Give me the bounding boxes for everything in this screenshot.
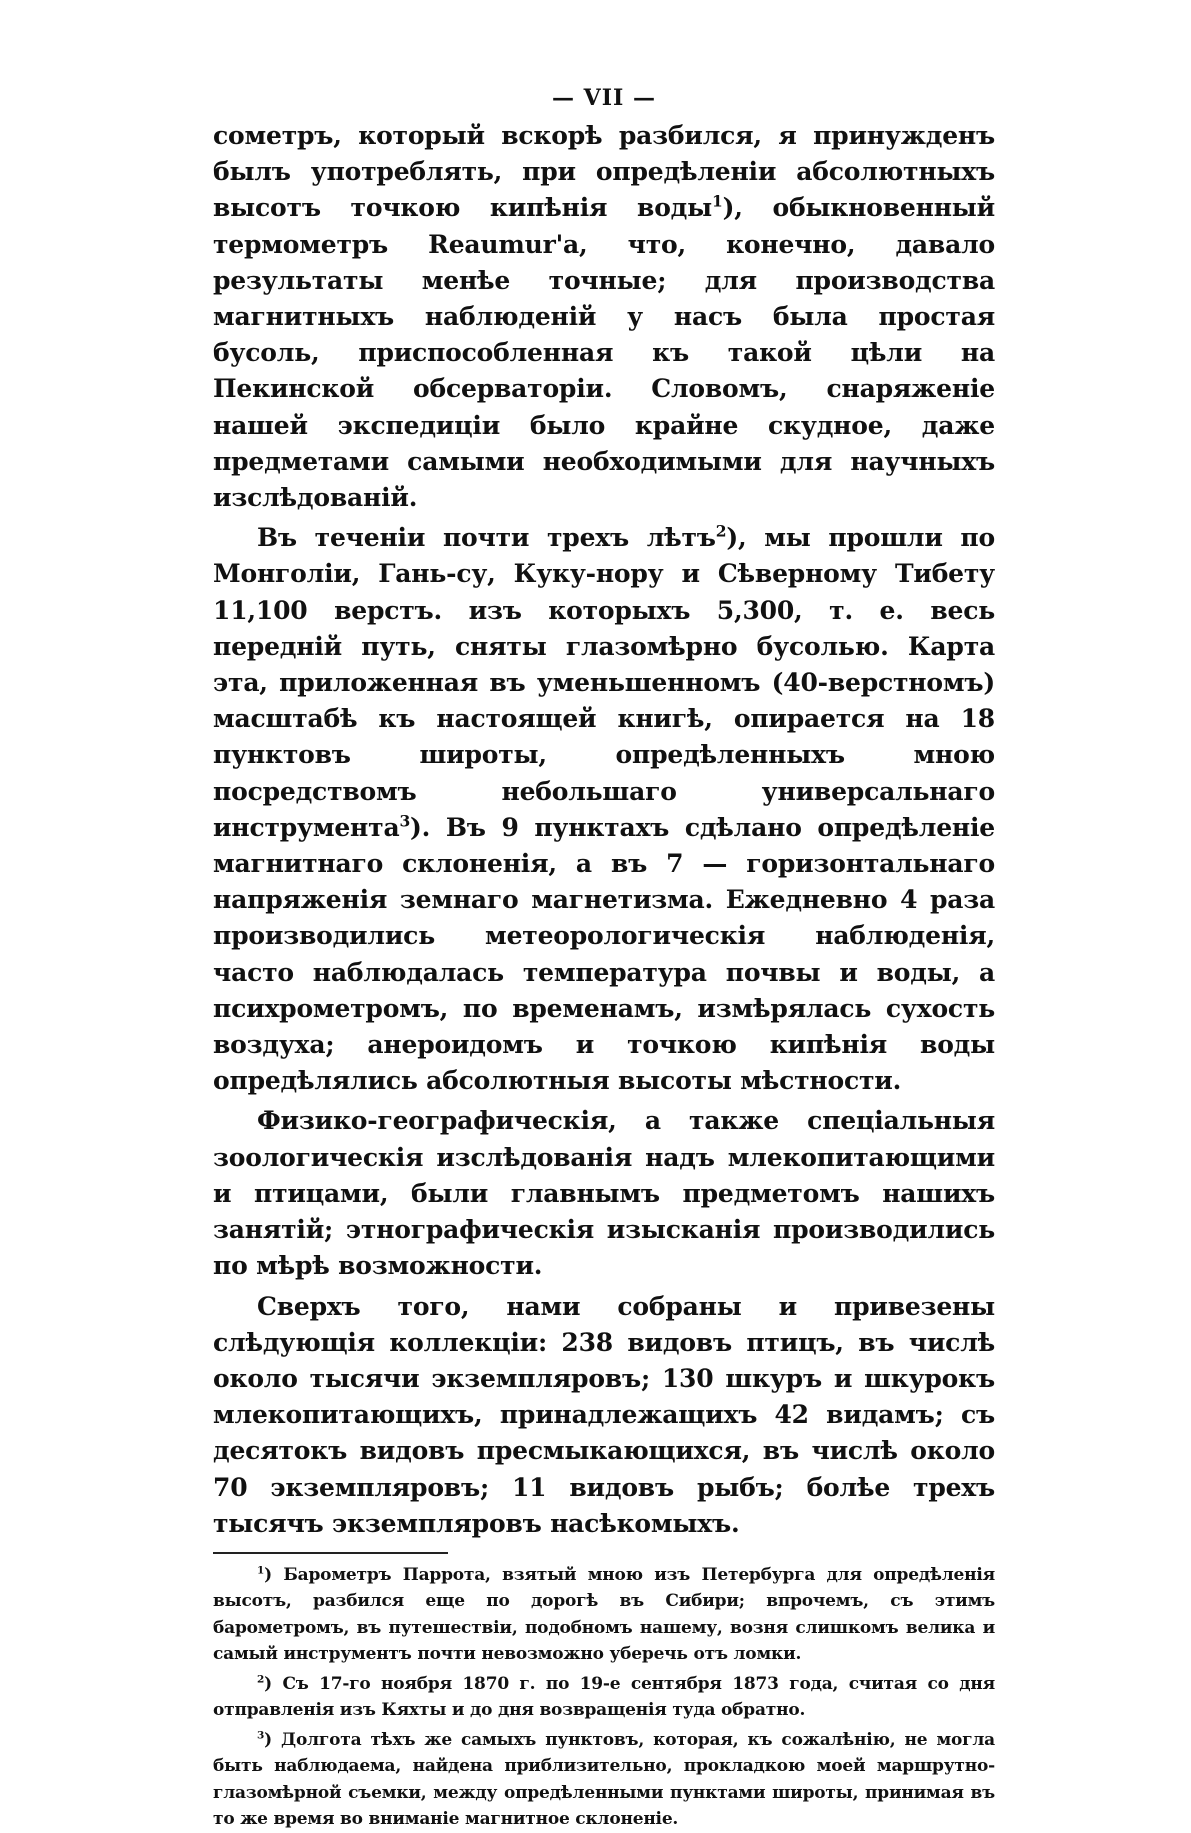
footnote-mark: 3 [257,1729,265,1742]
paragraph-2 [213,520,995,1099]
paragraph-text: ), мы прошли по Монголіи, Гань-су, Куку-нору и Сѣверному Тибету 11,100 верстъ. изъ которыхъ 5,300, т. е. весь передній путь, сняты глазомѣрно бусолью. Карта эта, приложенная въ уменьшенномъ (40-верстномъ) масштабѣ къ настоящей книгѣ, опирается на 18 пунктовъ широты, опредѣленныхъ мною посредствомъ небольшаго универсальнаго инструмента [213,523,995,842]
footnotes [213,1562,995,1833]
footnote-2 [213,1671,995,1724]
paragraph-text: ). Въ 9 пунктахъ сдѣлано опредѣленіе магнитнаго склоненія, а въ 7 — горизонтальнаго напряженія земнаго магнетизма. Ежедневно 4 раза производились метеорологическія наблюденія, часто наблюдалась температура почвы и воды, а психрометромъ, по временамъ, измѣрялась сухость воздуха; анероидомъ и точкою кипѣнія воды опредѣлялись абсолютныя высоты мѣстности. [213,812,995,1096]
paragraph-text: Въ теченіи почти трехъ лѣтъ [257,523,716,553]
paragraph-text: сометръ, который вскорѣ разбился, я принужденъ былъ употреблять, при опредѣленіи абсолютныхъ высотъ точкою кипѣнія воды [213,121,995,223]
footnote-text: ) Барометръ Паррота, взятый мною изъ Петербурга для опредѣленія высотъ, разбился еще по дорогѣ въ Сибири; впрочемъ, съ этимъ барометромъ, въ путешествіи, подобномъ нашему, возня слишкомъ велика и самый инструментъ почти невозможно уберечь отъ ломки. [213,1564,995,1665]
footnote-ref-2: 2 [715,521,727,541]
footnote-ref-3: 3 [399,811,411,831]
footnote-3 [213,1727,995,1833]
footnote-text: ) Долгота тѣхъ же самыхъ пунктовъ, которая, къ сожалѣнію, не могла быть наблюдаема, найдена приблизительно, прокладкою моей маршрутно-глазомѣрной съемки, между опредѣленными пунктами широты, принимая въ то же время во вниманіе магнитное склоненіе. [213,1729,995,1830]
footnote-mark: 1 [257,1564,265,1577]
page-number: — VII — [552,85,656,111]
book-page [213,78,995,1833]
paragraph-1 [213,118,995,516]
paragraph-text: ), обыкновенный термометръ Reaumur'а, что, конечно, давало результаты менѣе точные; для производства магнитныхъ наблюденій у насъ была простая бусоль, приспособленная къ такой цѣли на Пекинской обсерваторіи. Словомъ, снаряженіе нашей экспедиціи было крайне скудное, даже предметами самыми необходимыми для научныхъ изслѣдованій. [213,193,995,513]
footnote-1 [213,1562,995,1668]
footnote-text: ) Съ 17-го ноября 1870 г. по 19-е сентября 1873 года, считая со дня отправленія изъ Кяхты и до дня возвращенія туда обратно. [213,1673,995,1721]
footnote-ref-1: 1 [712,192,723,212]
footnote-divider [213,1552,448,1554]
paragraph-3: Физико-географическія, а также спеціальныя зоологическія изслѣдованія надъ млекопитающими и птицами, были главнымъ предметомъ нашихъ занятій; этнографическія изысканія производились по мѣрѣ возможности. [213,1106,995,1281]
footnote-mark: 2 [257,1673,265,1686]
main-text [213,118,995,1542]
paragraph-4: Сверхъ того, нами собраны и привезены слѣдующія коллекціи: 238 видовъ птицъ, въ числѣ около тысячи экземпляровъ; 130 шкуръ и шкурокъ млекопитающихъ, принадлежащихъ 42 видамъ; съ десятокъ видовъ пресмыкающихся, въ числѣ около 70 экземпляровъ; 11 видовъ рыбъ; болѣе трехъ тысячъ экземпляровъ насѣкомыхъ. [213,1291,995,1538]
